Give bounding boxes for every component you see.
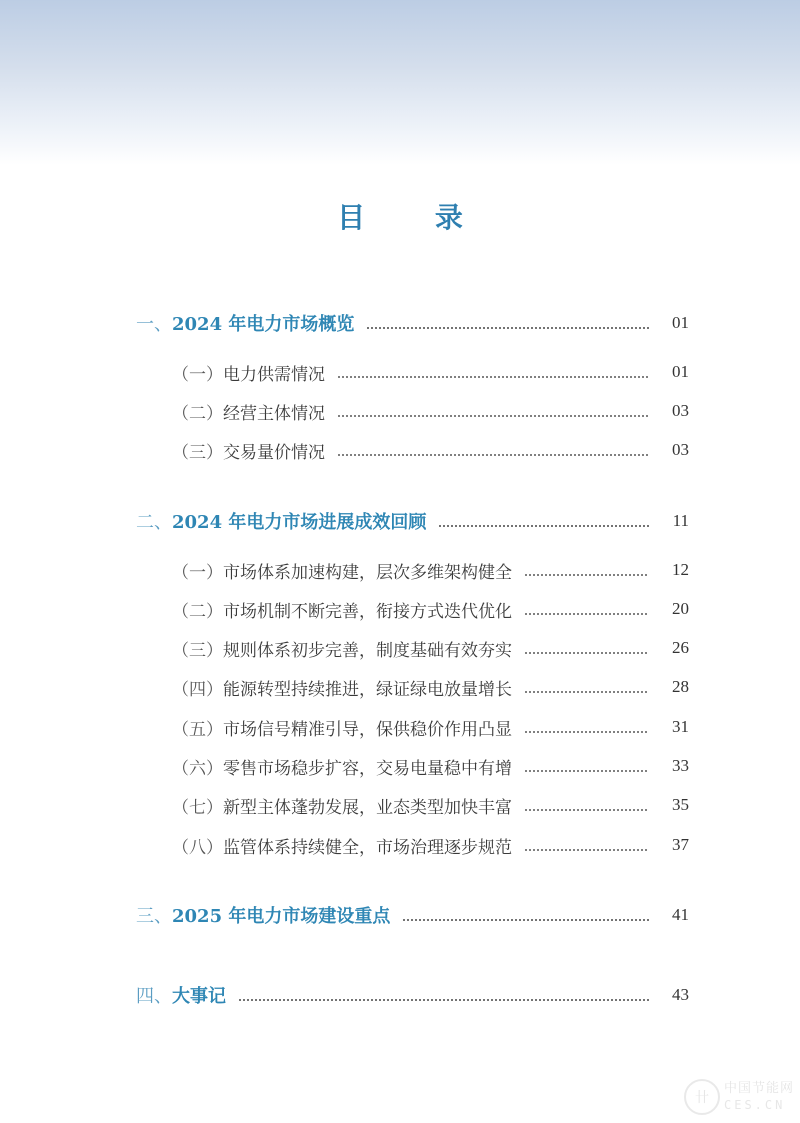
item-number: （七） xyxy=(172,797,223,818)
page-number: 01 xyxy=(672,362,689,381)
dot-leader xyxy=(337,376,649,378)
item-number: （三） xyxy=(172,442,223,463)
page-number: 03 xyxy=(672,440,689,459)
watermark-en-text: CES.CN xyxy=(724,1098,786,1112)
item-title: 规则体系初步完善，制度基础有效夯实 xyxy=(223,640,512,661)
page-number: 01 xyxy=(672,313,689,332)
header-gradient-band xyxy=(0,0,800,165)
dot-leader xyxy=(524,613,649,615)
watermark-cn-text: 中国节能网 xyxy=(724,1081,795,1096)
dot-leader xyxy=(524,652,649,654)
section-title: 2024 年电力市场进展成效回顾 xyxy=(172,512,427,533)
toc-item[interactable] xyxy=(0,358,800,386)
page-title: 目 录 xyxy=(337,201,493,234)
toc-item[interactable] xyxy=(0,791,800,819)
toc-item[interactable] xyxy=(0,713,800,741)
toc-item[interactable] xyxy=(0,752,800,780)
toc-section-3[interactable] xyxy=(0,901,800,929)
toc-item[interactable] xyxy=(0,556,800,584)
page-number: 33 xyxy=(672,756,689,775)
dot-leader xyxy=(438,525,649,527)
dot-leader xyxy=(524,574,649,576)
item-number: （一） xyxy=(172,562,223,583)
toc-section-label xyxy=(136,310,354,336)
item-number: （二） xyxy=(172,601,223,622)
page-number: 26 xyxy=(672,638,689,657)
item-number: （三） xyxy=(172,640,223,661)
dot-leader xyxy=(524,731,649,733)
item-title: 零售市场稳步扩容，交易电量稳中有增 xyxy=(223,758,512,779)
dot-leader xyxy=(337,415,649,417)
item-title: 监管体系持续健全，市场治理逐步规范 xyxy=(223,837,512,858)
toc-item[interactable] xyxy=(0,634,800,662)
item-title: 能源转型持续推进，绿证绿电放量增长 xyxy=(223,679,512,700)
watermark xyxy=(684,1075,794,1119)
toc-section-2[interactable] xyxy=(0,507,800,535)
item-title: 经营主体情况 xyxy=(223,403,325,424)
page-number: 31 xyxy=(672,717,689,736)
page-number: 35 xyxy=(672,795,689,814)
item-title: 交易量价情况 xyxy=(223,442,325,463)
item-number: （四） xyxy=(172,679,223,700)
section-number: 一、 xyxy=(136,314,172,335)
page-number: 43 xyxy=(672,985,689,1004)
dot-leader xyxy=(524,691,649,693)
item-title: 市场机制不断完善，衔接方式迭代优化 xyxy=(223,601,512,622)
toc-item[interactable] xyxy=(0,397,800,425)
item-title: 市场信号精准引导，保供稳价作用凸显 xyxy=(223,719,512,740)
item-title: 市场体系加速构建，层次多维架构健全 xyxy=(223,562,512,583)
watermark-logo-icon: 卄 xyxy=(684,1079,720,1115)
dot-leader xyxy=(524,809,649,811)
dot-leader xyxy=(524,770,649,772)
section-number: 四、 xyxy=(136,986,172,1007)
section-title: 大事记 xyxy=(172,986,226,1007)
page-number: 12 xyxy=(672,560,689,579)
item-number: （六） xyxy=(172,758,223,779)
page-number: 03 xyxy=(672,401,689,420)
page-number: 28 xyxy=(672,677,689,696)
page-number: 37 xyxy=(672,835,689,854)
section-title: 2024 年电力市场概览 xyxy=(172,314,355,335)
section-title: 2025 年电力市场建设重点 xyxy=(172,906,391,927)
item-number: （二） xyxy=(172,403,223,424)
toc-item[interactable] xyxy=(0,436,800,464)
section-number: 二、 xyxy=(136,512,172,533)
item-number: （一） xyxy=(172,364,223,385)
item-number: （八） xyxy=(172,837,223,858)
toc-item[interactable] xyxy=(0,595,800,623)
toc-section-4[interactable] xyxy=(0,981,800,1009)
dot-leader xyxy=(402,919,649,921)
toc-item[interactable] xyxy=(0,831,800,859)
section-number: 三、 xyxy=(136,906,172,927)
dot-leader xyxy=(524,849,649,851)
toc-item[interactable] xyxy=(0,673,800,701)
item-title: 电力供需情况 xyxy=(223,364,325,385)
item-number: （五） xyxy=(172,719,223,740)
page-number: 20 xyxy=(672,599,689,618)
dot-leader xyxy=(366,327,649,329)
page-number: 41 xyxy=(672,905,689,924)
dot-leader xyxy=(238,999,649,1001)
item-title: 新型主体蓬勃发展，业态类型加快丰富 xyxy=(223,797,512,818)
page-number: 11 xyxy=(672,511,689,530)
dot-leader xyxy=(337,454,649,456)
toc-section-1[interactable] xyxy=(0,309,800,337)
